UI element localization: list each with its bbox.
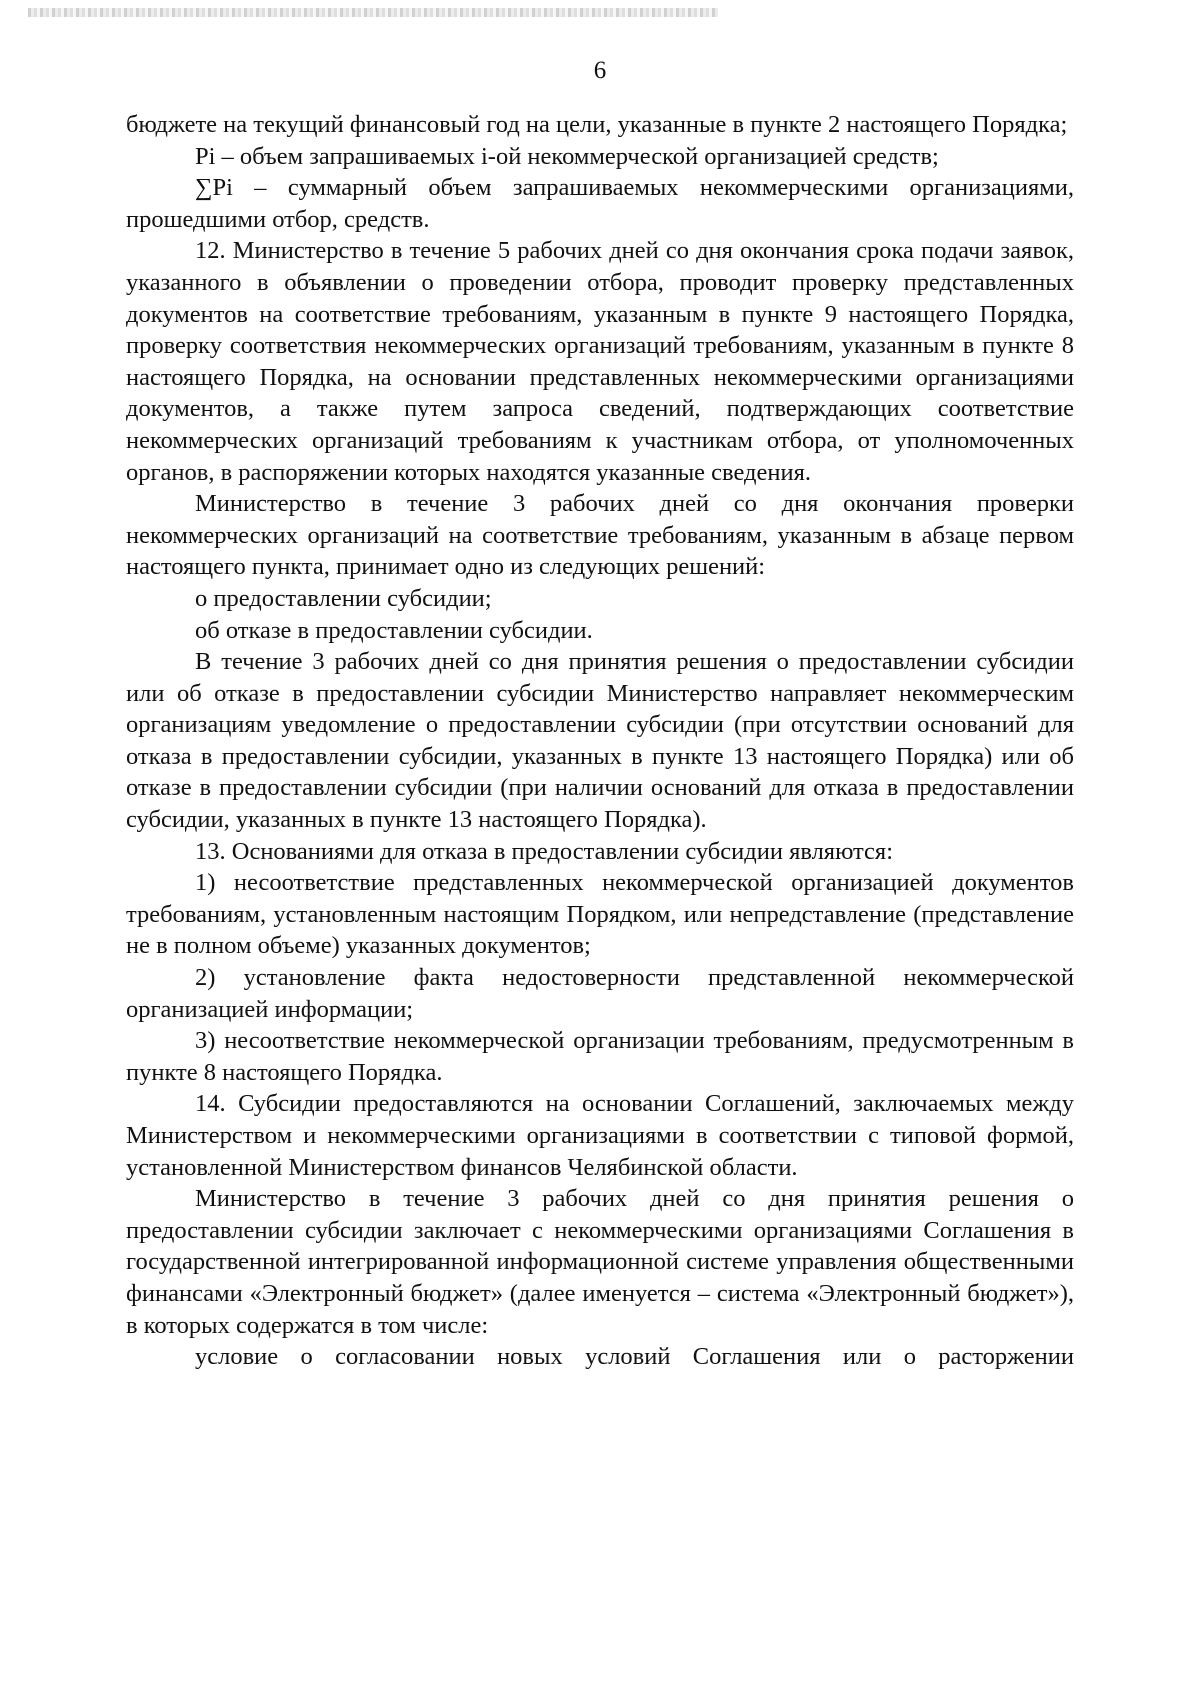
paragraph: 13. Основаниями для отказа в предоставлении субсидии являются: [195,837,894,865]
paragraph: 12. Министерство в течение 5 рабочих дней со дня окончания срока подачи заявок, указанного в объявлении о проведении отбора, проводит проверку представленных документов на соответствие требованиям, указанным в пункте 9 настоящего Порядка, проверку соответствия некоммерческих организаций требованиям, указанным в пункте 8 настоящего Порядка, на основании представленных некоммерческими организациями документов, а также путем запроса сведений, подтверждающих соответствие некоммерческих организаций требованиям к участникам отбора, от уполномоченных органов, в распоряжении которых находятся указанные сведения. [126,237,1074,486]
paragraph: условие о согласовании новых условий Соглашения или о расторжении [195,1343,1074,1371]
paragraph: В течение 3 рабочих дней со дня принятия решения о предоставлении субсидии или об отказе в предоставлении субсидии Министерство направляет некоммерческим организациям уведомление о предоставлении субсидии (при отсутствии оснований для отказа в предоставлении субсидии, указанных в пункте 13 настоящего Порядка) или об отказе в предоставлении субсидии (при наличии оснований для отказа в предоставлении субсидии, указанных в пункте 13 настоящего Порядка). [126,648,1074,834]
page-number: 6 [593,57,607,84]
paragraph: о предоставлении субсидии; [195,584,492,612]
paragraph: 3) несоответствие некоммерческой организации требованиям, предусмотренным в пункте 8 настоящего Порядка. [126,1027,1074,1086]
paragraph: 14. Субсидии предоставляются на основании Соглашений, заключаемых между Министерством и некоммерческими организациями в соответствии с типовой формой, установленной Министерством финансов Челябинской области. [126,1090,1074,1181]
paragraph: бюджете на текущий финансовый год на цели, указанные в пункте 2 настоящего Порядка; [126,111,1068,138]
paragraph: Pi – объем запрашиваемых i-ой некоммерческой организацией средств; [195,142,939,170]
paragraph: Министерство в течение 3 рабочих дней со дня окончания проверки некоммерческих организаций на соответствие требованиям, указанным в абзаце первом настоящего пункта, принимает одно из следующих решений: [126,490,1074,581]
paragraph: 1) несоответствие представленных некоммерческой организацией документов требованиям, установленным настоящим Порядком, или непредставление (представление не в полном объеме) указанных документов; [126,869,1074,960]
paragraph: Министерство в течение 3 рабочих дней со дня принятия решения о предоставлении субсидии заключает с некоммерческими организациями Соглашения в государственной интегрированной информационной системе управления общественными финансами «Электронный бюджет» (далее именуется – система «Электронный бюджет»), в которых содержатся в том числе: [126,1185,1074,1339]
paragraph: ∑Pi – суммарный объем запрашиваемых некоммерческими организациями, прошедшими отбор, средств. [126,174,1074,233]
paragraph: об отказе в предоставлении субсидии. [195,616,593,644]
document-body [126,109,1074,1373]
paragraph: 2) установление факта недостоверности представленной некоммерческой организацией информации; [126,964,1074,1023]
scan-artifact-strip [28,8,718,17]
